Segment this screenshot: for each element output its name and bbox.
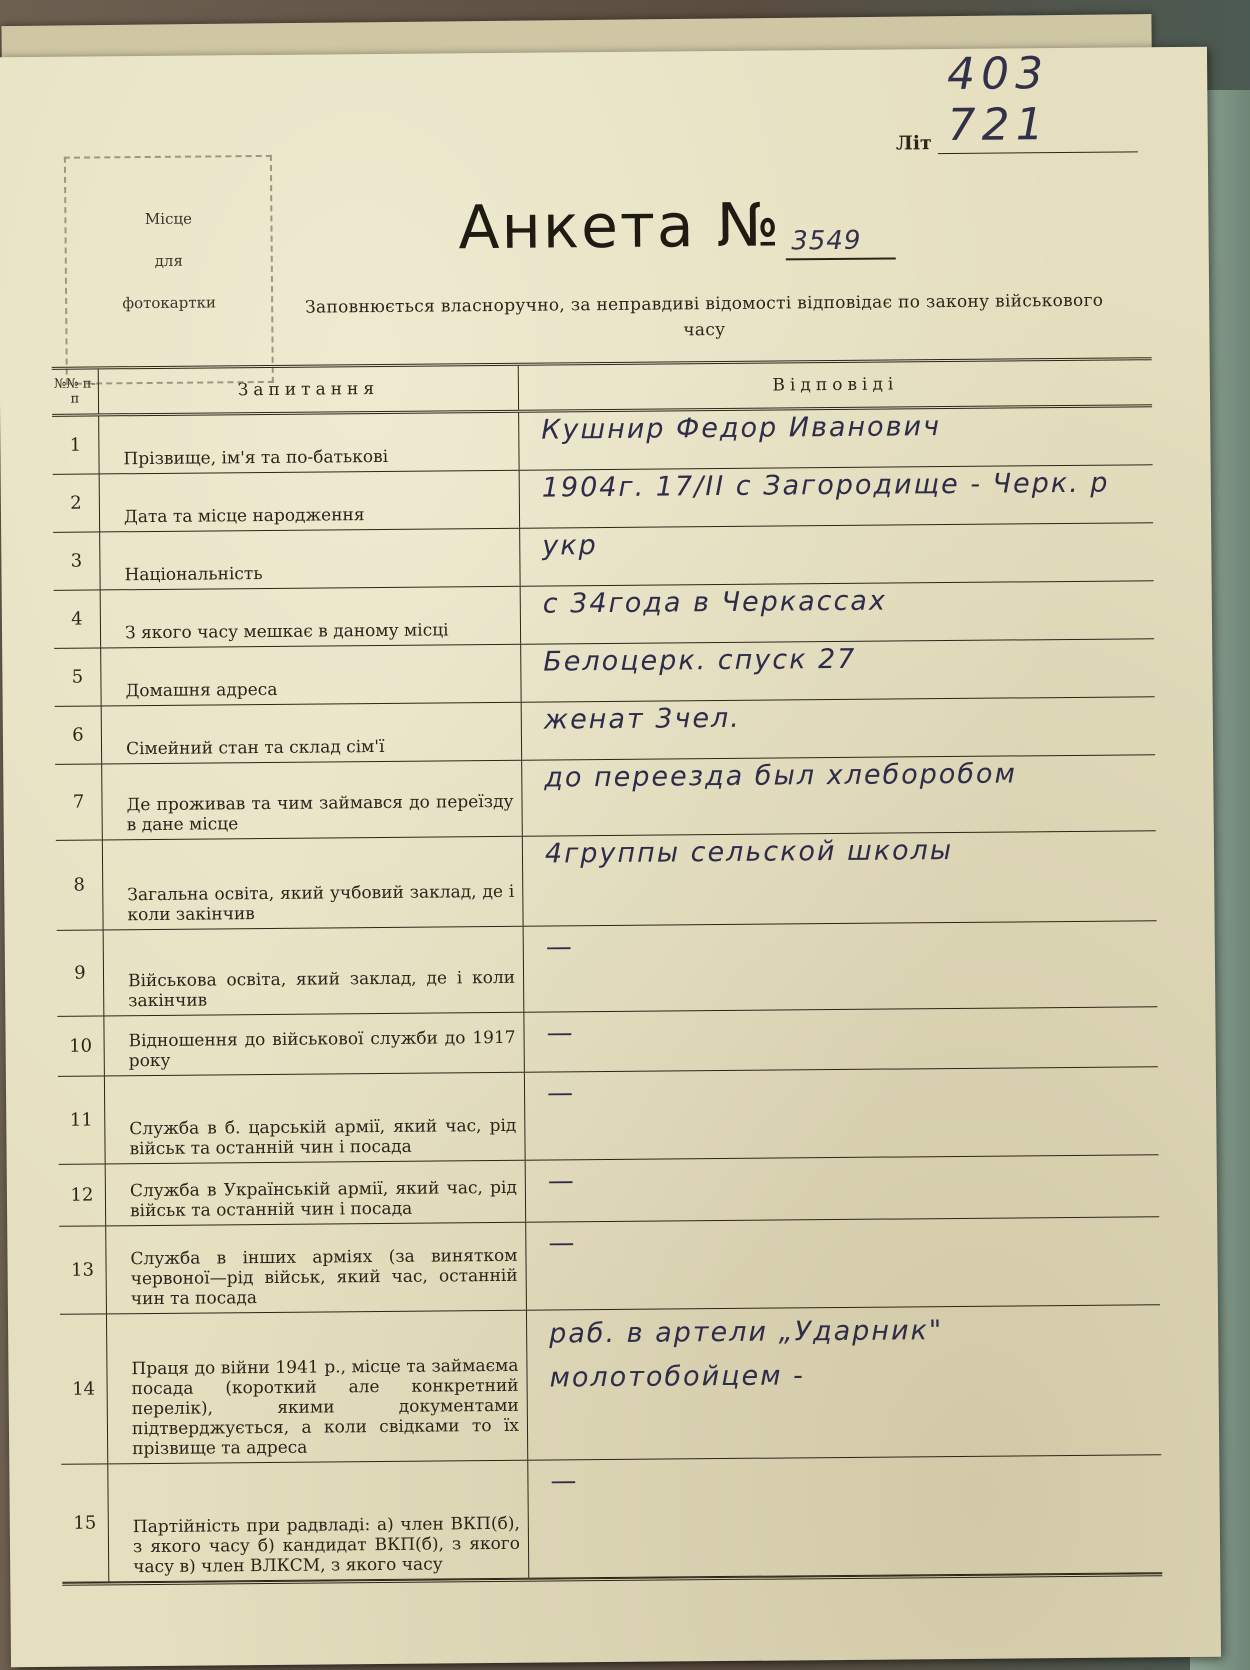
row-answer-cell — [521, 581, 1154, 644]
row-answer-cell — [525, 1067, 1159, 1160]
row-answer: — — [545, 932, 572, 963]
table-row — [59, 1217, 1160, 1315]
row-question: Де проживав та чим займався до переїзду в дане місце — [102, 761, 523, 840]
row-answer-cell — [524, 1007, 1157, 1072]
row-number: 11 — [58, 1076, 106, 1163]
row-number: 15 — [61, 1464, 109, 1581]
row-answer: — — [547, 1166, 574, 1197]
header-question: Запитання — [99, 366, 519, 414]
row-question: Відношення до військової служби до 1917 року — [104, 1013, 524, 1076]
header-number-text: №№ п-п — [53, 376, 96, 407]
row-question: Загальна освіта, який учбовий заклад, де і коли закінчив — [103, 837, 524, 930]
table-row — [61, 1455, 1162, 1583]
photo-label-line-3: фотокартки — [122, 293, 217, 313]
row-answer: — — [546, 1078, 574, 1109]
questionnaire-table — [52, 357, 1163, 1586]
row-answer: Кушнир Федор Иванович — [541, 411, 942, 446]
row-answer-cell — [526, 1155, 1160, 1222]
row-number: 5 — [54, 648, 101, 705]
row-number: 10 — [57, 1016, 105, 1075]
row-number: 9 — [57, 930, 105, 1015]
row-answer-cell — [528, 1455, 1162, 1578]
row-answer: 4группы сельской школы — [544, 834, 954, 870]
row-question: Прізвище, ім'я та по-батькові — [99, 413, 519, 474]
row-answer-cell — [522, 755, 1156, 836]
lit-label: Літ — [895, 132, 932, 155]
row-answer-cell — [527, 1305, 1161, 1460]
row-number: 2 — [53, 474, 100, 531]
table-row — [52, 407, 1152, 475]
table-row — [59, 1155, 1159, 1227]
row-number: 3 — [53, 532, 100, 589]
photo-label-line-1: Місце — [144, 209, 193, 229]
table-row — [54, 639, 1154, 707]
row-answer: женат 3чел. — [543, 702, 741, 736]
row-answer: 1904г. 17/II с Загородище - Черк. р — [541, 467, 1110, 504]
form-instruction: Заповнюється власноручно, за неправдиві відомості відповідає по закону військового часу — [304, 290, 1104, 341]
row-question: Домашня адреса — [101, 645, 521, 706]
row-question: Служба в Українській армії, який час, рід військ та останній чин і посада — [106, 1161, 527, 1226]
row-answer-cell — [522, 697, 1155, 760]
row-question: Служба в інших арміях (за винятком червоної—рід військ, який час, останній чин та посада — [106, 1223, 527, 1314]
table-row — [57, 921, 1158, 1017]
table-row — [57, 1007, 1157, 1077]
row-question: Сімейний стан та склад сім'ї — [102, 703, 522, 764]
table-row — [53, 523, 1153, 591]
row-answer-cell — [521, 639, 1154, 702]
table-row — [55, 697, 1155, 765]
row-question: Служба в б. царській армії, який час, рід військ та останній чин і посада — [105, 1073, 526, 1164]
row-question: Праця до війни 1941 р., місце та займаєма посада (короткий але конкретний перелік), якими документами підтверджується, а коли свідками то їх прізвище та адреса — [107, 1311, 528, 1464]
row-question: Військова освіта, який заклад, де і коли закінчив — [104, 927, 525, 1016]
row-number: 7 — [55, 764, 103, 839]
row-number: 12 — [59, 1164, 107, 1225]
row-answer: укр — [542, 530, 598, 562]
table-row — [55, 755, 1156, 841]
row-answer-cell — [523, 831, 1157, 926]
row-answer: — — [548, 1228, 575, 1259]
photo-placeholder — [64, 155, 274, 385]
form-number-handwritten: 3549 — [791, 225, 862, 257]
form-title — [458, 189, 895, 263]
row-question: Національність — [100, 529, 520, 590]
table-row — [53, 465, 1153, 533]
table-row — [60, 1305, 1161, 1465]
row-answer: раб. в артели „Ударник" молотобойцем - — [549, 1315, 944, 1394]
lit-field — [895, 48, 1138, 155]
row-answer: Белоцерк. спуск 27 — [543, 643, 857, 678]
questionnaire-page — [0, 47, 1221, 1667]
table-row — [58, 1067, 1159, 1165]
row-answer-cell — [526, 1217, 1160, 1310]
row-answer: — — [550, 1466, 577, 1497]
row-answer-cell — [520, 523, 1153, 586]
header-answer: Відповіді — [772, 374, 899, 396]
row-number: 14 — [60, 1314, 108, 1463]
row-number: 8 — [56, 840, 104, 929]
row-number: 1 — [52, 416, 99, 473]
row-question: Дата та місце народження — [100, 471, 520, 532]
row-number: 13 — [59, 1226, 107, 1313]
row-number: 6 — [55, 706, 102, 763]
row-answer: с 34года в Черкассах — [542, 585, 888, 620]
row-question: З якого часу мешкає в даному місці — [101, 587, 521, 648]
row-number: 4 — [54, 590, 101, 647]
lit-handwritten-value: 403 721 — [946, 48, 1050, 152]
row-question: Партійність при радвладі: а) член ВКП(б), з якого часу б) кандидат ВКП(б), з якого часу в) член ВЛКСМ, з якого часу — [108, 1461, 529, 1582]
row-answer-cell — [520, 465, 1153, 528]
row-answer: до переезда был хлеборобом — [544, 758, 1018, 794]
row-answer: — — [546, 1018, 573, 1049]
header-number — [52, 369, 99, 413]
row-answer-cell — [524, 921, 1158, 1012]
row-answer-cell — [519, 407, 1152, 470]
form-title-text: Анкета № — [458, 190, 782, 264]
lit-value-line — [938, 48, 1138, 154]
photo-label-line-2: для — [154, 251, 183, 270]
form-number-line — [785, 217, 895, 260]
table-row — [54, 581, 1154, 649]
table-row — [56, 831, 1157, 931]
